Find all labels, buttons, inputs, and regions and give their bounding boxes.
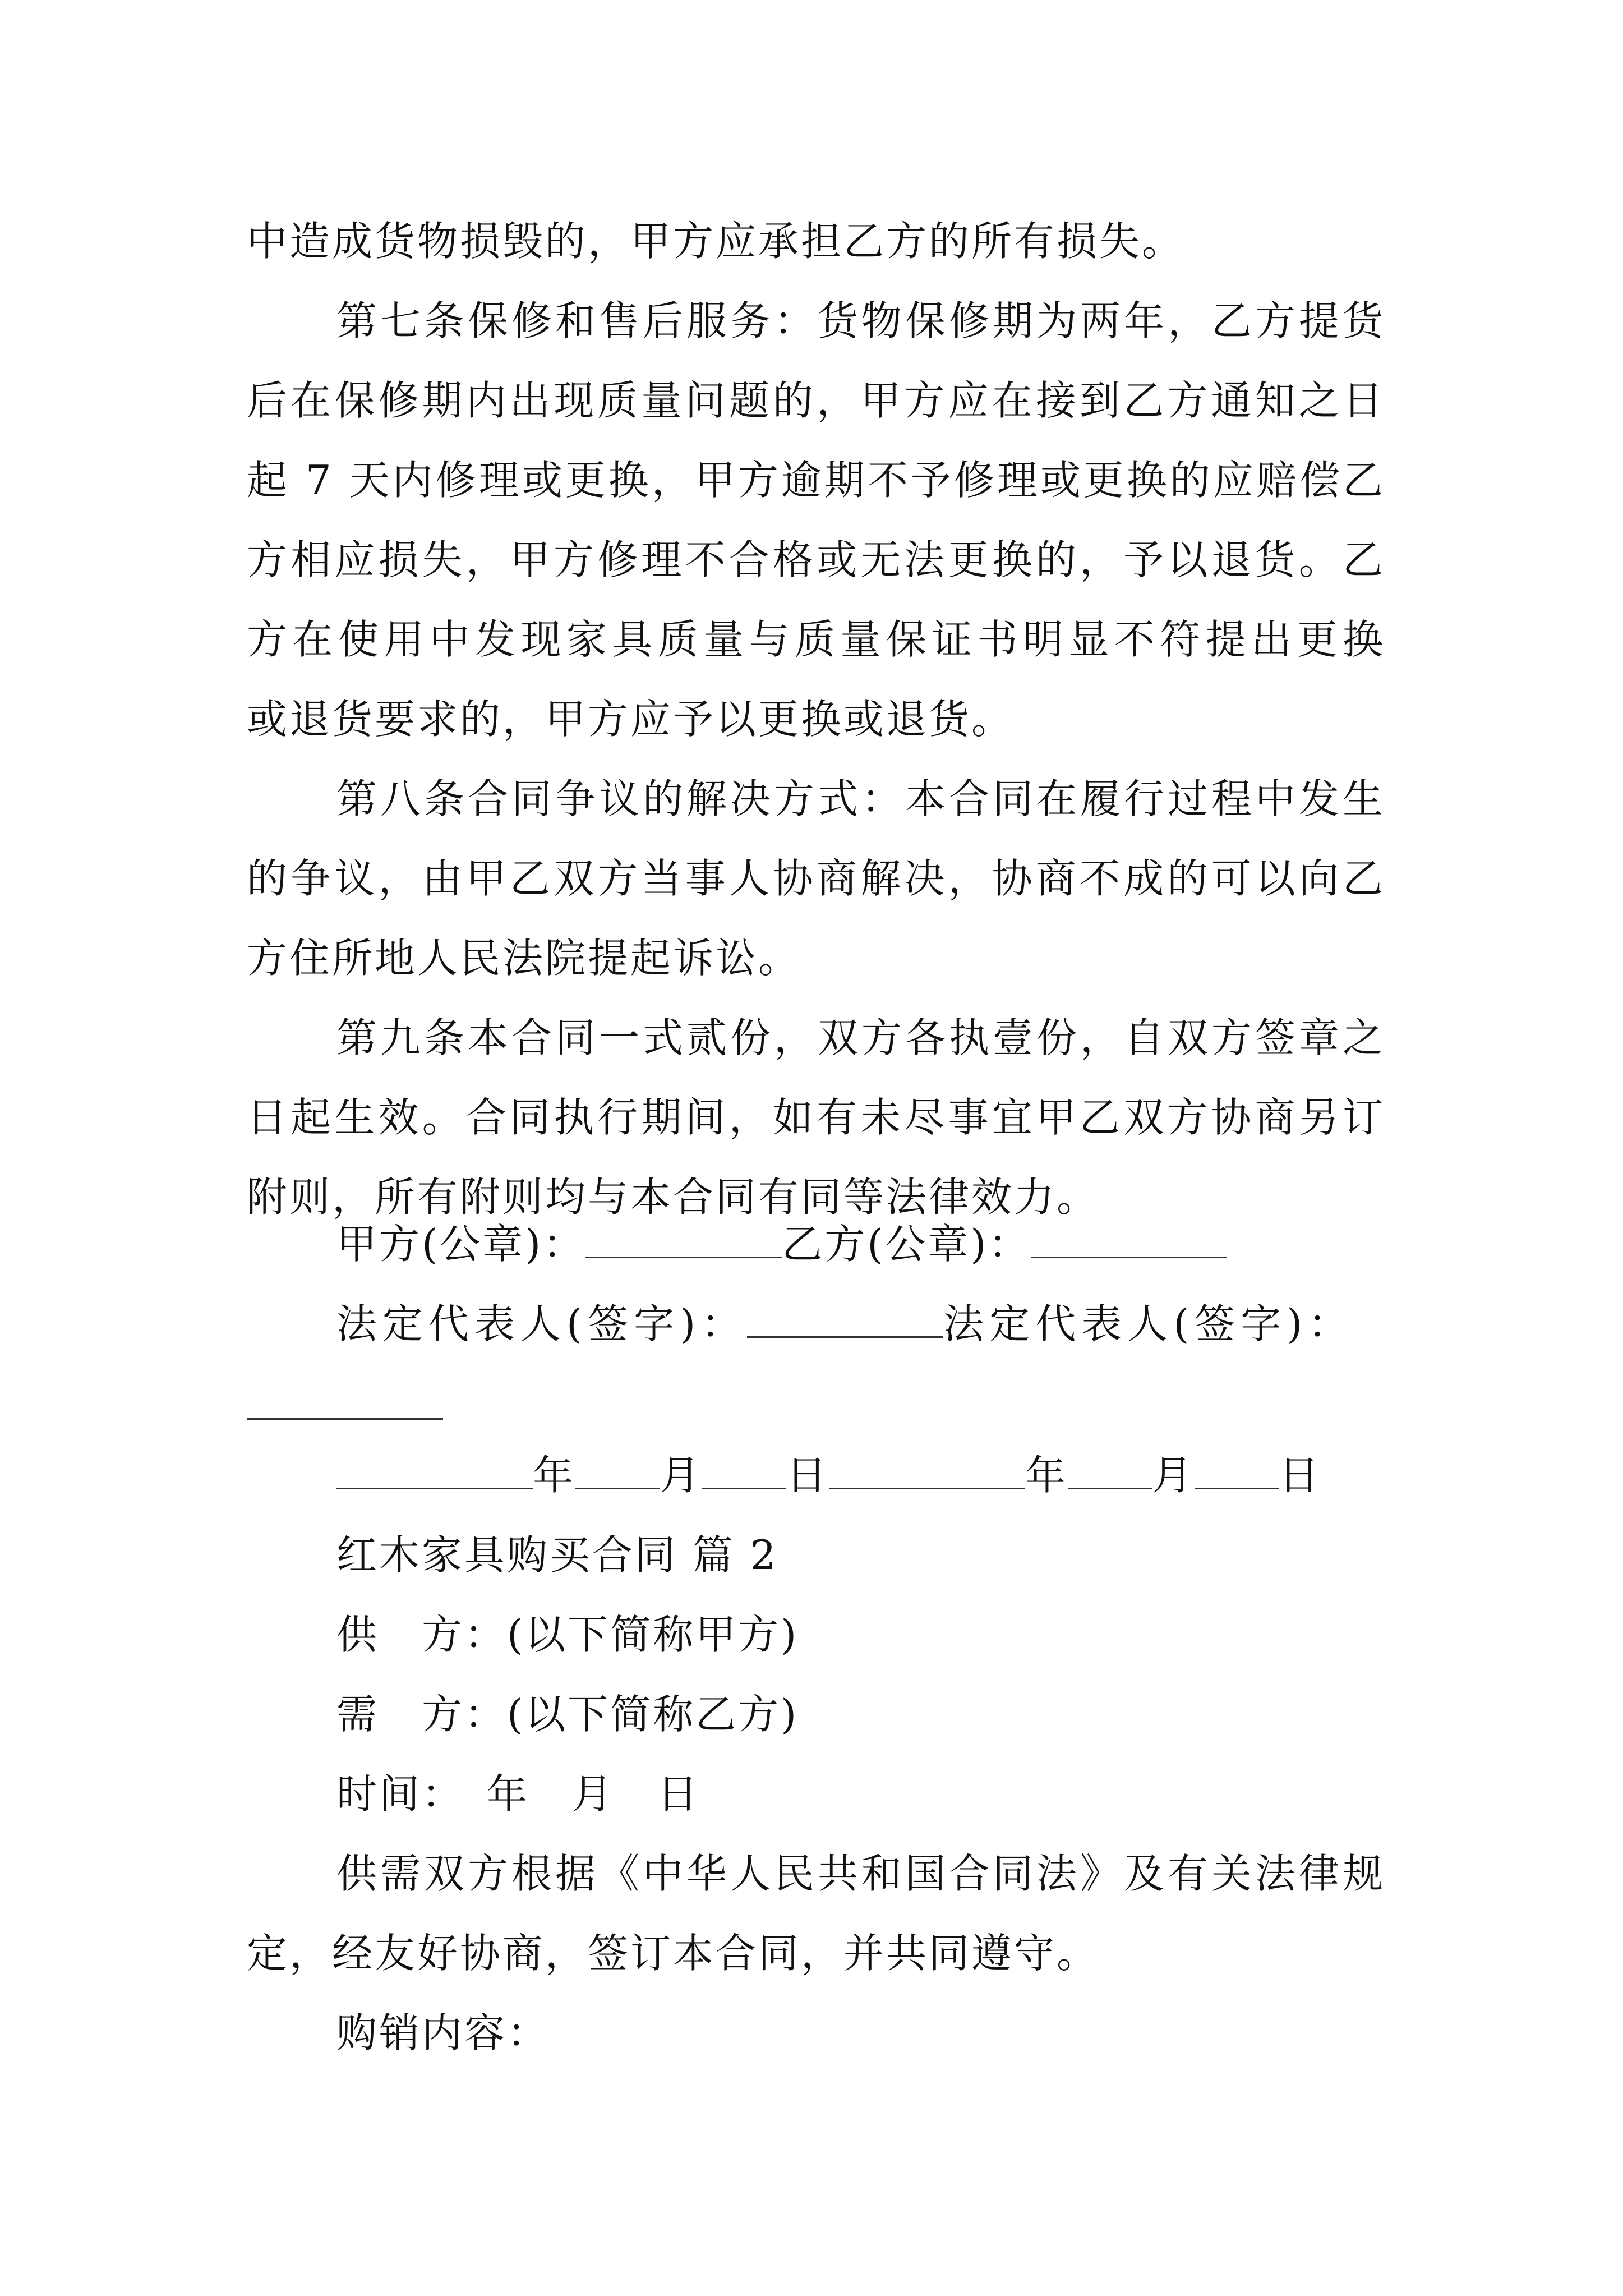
rep-b-label: 法定代表人(签字)： xyxy=(943,1300,1354,1347)
buyer-line: 需 方：(以下简称乙方) xyxy=(336,1691,799,1738)
section-2-title: 红木家具购买合同 篇 2 xyxy=(336,1531,778,1579)
intro-line-1: 供需双方根据《中华人民共和国合同法》及有关法律规 xyxy=(336,1850,1385,1897)
party-b-seal-label: 乙方(公章)： xyxy=(782,1221,1031,1268)
article-9-line-3: 附则，所有附则均与本合同有同等法律效力。 xyxy=(247,1174,1100,1221)
month-b-blank xyxy=(1068,1453,1152,1489)
party-b-seal-blank xyxy=(1031,1222,1227,1258)
month-a-blank xyxy=(575,1453,660,1489)
article-8-line-3: 方住所地人民法院提起诉讼。 xyxy=(247,935,801,982)
article-9-line-1: 第九条本合同一式贰份，双方各执壹份，自双方签章之 xyxy=(336,1014,1385,1061)
article-9-line-2: 日起生效。合同执行期间，如有未尽事宜甲乙双方协商另订 xyxy=(247,1094,1385,1141)
party-a-seal-blank xyxy=(585,1222,782,1258)
seal-line xyxy=(336,1211,1385,1278)
month-a-label: 月 xyxy=(660,1452,703,1499)
day-a-label: 日 xyxy=(786,1452,829,1499)
party-a-seal-label: 甲方(公章)： xyxy=(336,1221,586,1268)
article-7-line-5: 方在使用中发现家具质量与质量保证书明显不符提出更换 xyxy=(247,616,1385,663)
rep-a-label: 法定代表人(签字)： xyxy=(336,1300,748,1347)
intro-line-2: 定，经友好协商，签订本合同，并共同遵守。 xyxy=(247,1930,1100,1977)
content-label: 购销内容： xyxy=(336,2009,550,2056)
day-b-blank xyxy=(1195,1453,1279,1489)
month-b-label: 月 xyxy=(1152,1452,1195,1499)
article-7-line-6: 或退货要求的，甲方应予以更换或退货。 xyxy=(247,696,1015,743)
article-7-line-4: 方相应损失，甲方修理不合格或无法更换的，予以退货。乙 xyxy=(247,536,1385,583)
year-a-blank xyxy=(336,1453,533,1489)
article-8-line-1: 第八条合同争议的解决方式：本合同在履行过程中发生 xyxy=(336,775,1385,822)
year-b-blank xyxy=(829,1453,1025,1489)
year-b-label: 年 xyxy=(1025,1452,1068,1499)
article-7-line-3: 起 7 天内修理或更换，甲方逾期不予修理或更换的应赔偿乙 xyxy=(247,457,1385,504)
day-a-blank xyxy=(702,1453,786,1489)
supplier-line: 供 方：(以下简称甲方) xyxy=(336,1611,799,1658)
article-8-line-2: 的争议，由甲乙双方当事人协商解决，协商不成的可以向乙 xyxy=(247,855,1385,902)
text-line-1: 中造成货物损毁的，甲方应承担乙方的所有损失。 xyxy=(247,218,1185,265)
article-7-line-2: 后在保修期内出现质量问题的，甲方应在接到乙方通知之日 xyxy=(247,377,1385,424)
rep-a-blank xyxy=(747,1301,943,1338)
rep-b-blank xyxy=(247,1418,443,1420)
representative-line xyxy=(336,1290,1385,1358)
day-b-label: 日 xyxy=(1279,1452,1322,1499)
year-a-label: 年 xyxy=(533,1452,576,1499)
time-line: 时间： 年 月 日 xyxy=(336,1770,700,1818)
date-line xyxy=(336,1442,1385,1509)
article-7-line-1: 第七条保修和售后服务：货物保修期为两年，乙方提货 xyxy=(336,297,1385,344)
